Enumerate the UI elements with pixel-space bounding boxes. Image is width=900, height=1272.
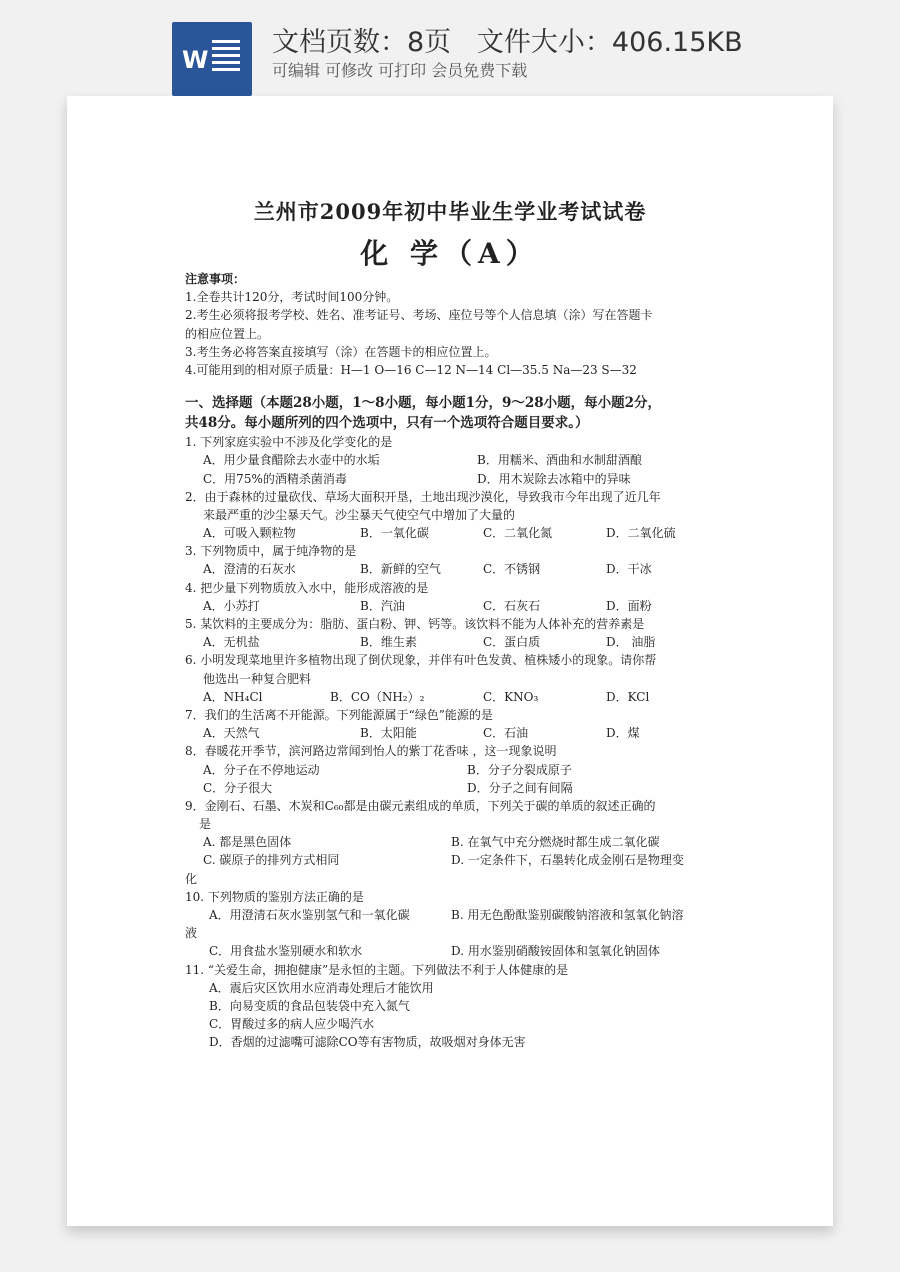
option-d: D．分子之间有间隔 — [467, 780, 573, 795]
option-d: D．二氧化硫 — [606, 526, 676, 541]
question-stem: 10. 下列物质的鉴别方法正确的是 — [185, 889, 364, 904]
option-b: B．向易变质的食品包装袋中充入氮气 — [209, 998, 410, 1013]
option-d: D．面粉 — [606, 598, 652, 613]
notice-item: 1.全卷共计120分，考试时间100分钟。 — [185, 290, 399, 305]
question-stem-cont: 是 — [199, 817, 212, 832]
option-b: B．太阳能 — [360, 726, 417, 741]
option-row — [185, 688, 725, 706]
option-d: D．KCl — [606, 689, 650, 704]
exam-title: 兰州市2009年初中毕业生学业考试试卷 — [253, 199, 647, 224]
option-a: A．NH₄Cl — [203, 689, 263, 704]
option-b: B. 在氧气中充分燃烧时都生成二氧化碳 — [451, 835, 660, 850]
option-c: C. 碳原子的排列方式相同 — [203, 853, 340, 868]
option-row — [185, 451, 725, 469]
option-a: A．用少量食醋除去水壶中的水垢 — [203, 453, 380, 468]
option-c: C．用75%的酒精杀菌消毒 — [203, 471, 347, 486]
option-b: B．CO（NH₂）₂ — [330, 689, 425, 704]
question-stem: 6. 小明发现菜地里许多植物出现了倒伏现象，并伴有叶色发黄、植株矮小的现象。请你帮 — [185, 653, 657, 668]
question-stem: 9．金刚石、石墨、木炭和C₆₀都是由碳元素组成的单质，下列关于碳的单质的叙述正确的 — [185, 798, 656, 813]
option-d: D．干冰 — [606, 562, 652, 577]
option-d: D． 油脂 — [606, 635, 656, 650]
option-b: B．新鲜的空气 — [360, 562, 441, 577]
option-c: C．蛋白质 — [483, 635, 541, 650]
option-b: B．用糯米、酒曲和水制甜酒酿 — [477, 453, 642, 468]
notice-heading: 注意事项： — [185, 272, 246, 286]
option-d: D. 用水鉴别硝酸铵固体和氢氧化钠固体 — [451, 944, 660, 959]
option-row — [185, 761, 725, 779]
section-heading: 共48分。每小题所列的四个选项中，只有一个选项符合题目要求。） — [185, 415, 589, 432]
option-a: A. 都是黑色固体 — [203, 835, 292, 850]
question-stem-cont: 他选出一种复合肥料 — [203, 671, 312, 686]
exam-content — [185, 270, 725, 1052]
option-c: C．分子很大 — [203, 780, 273, 795]
question-stem: 3. 下列物质中，属于纯净物的是 — [185, 544, 357, 559]
exam-subject: 化 学（A） — [360, 237, 540, 270]
question-stem: 7．我们的生活离不开能源。下列能源属于“绿色”能源的是 — [185, 707, 493, 722]
option-row — [185, 724, 725, 742]
word-document-icon: W — [172, 22, 252, 96]
notice-item: 4.可能用到的相对原子质量：H—1 O—16 C—12 N—14 Cl—35.5 Na—23 S—32 — [185, 362, 637, 377]
option-a: A．澄清的石灰水 — [203, 562, 296, 577]
notice-item: 2.考生必须将报考学校、姓名、准考证号、考场、座位号等个人信息填（涂）写在答题卡 — [185, 308, 653, 323]
option-c: C．石灰石 — [483, 598, 541, 613]
option-a: A．可吸入颗粒物 — [203, 526, 296, 541]
option-a: A．分子在不停地运动 — [203, 762, 320, 777]
option-row — [185, 560, 725, 578]
option-b: B．一氧化碳 — [360, 526, 429, 541]
option-c: C．KNO₃ — [483, 689, 539, 704]
option-c: C．石油 — [483, 726, 529, 741]
option-b: B. 用无色酚酞鉴别碳酸钠溶液和氢氧化钠溶 — [451, 908, 684, 922]
option-d: D. 一定条件下，石墨转化成金刚石是物理变 — [451, 853, 684, 868]
option-b-cont: 液 — [185, 926, 198, 941]
document-info-title: 文档页数：8页 文件大小：406.15KB — [272, 27, 743, 58]
question-stem-cont: 来最严重的沙尘暴天气。沙尘暴天气使空气中增加了大量的 — [203, 507, 516, 522]
option-d: D．用木炭除去冰箱中的异味 — [477, 471, 631, 486]
option-b: B．分子分裂成原子 — [467, 762, 572, 777]
option-a: A．小苏打 — [203, 598, 260, 613]
option-row — [185, 833, 725, 851]
question-stem: 5. 某饮料的主要成分为：脂肪、蛋白粉、钾、钙等。该饮料不能为人体补充的营养素是 — [185, 617, 645, 631]
document-info-subtitle: 可编辑 可修改 可打印 会员免费下载 — [272, 61, 528, 80]
option-b: B．维生素 — [360, 635, 417, 650]
option-c: C．胃酸过多的病人应少喝汽水 — [209, 1017, 375, 1032]
option-row — [185, 906, 725, 924]
download-header — [0, 0, 900, 96]
option-a: A．用澄清石灰水鉴别氢气和一氧化碳 — [209, 908, 410, 922]
question-stem: 2．由于森林的过量砍伐、草场大面积开垦，土地出现沙漠化，导致我市今年出现了近几年 — [185, 489, 661, 504]
option-a: A．震后灾区饮用水应消毒处理后才能饮用 — [209, 980, 434, 995]
option-d: D．香烟的过滤嘴可滤除CO等有害物质，故吸烟对身体无害 — [209, 1035, 526, 1050]
option-row — [185, 524, 725, 542]
option-c: C．用食盐水鉴别硬水和软水 — [209, 944, 363, 959]
option-c: C．不锈钢 — [483, 562, 541, 577]
option-d: D．煤 — [606, 726, 640, 741]
option-row — [185, 942, 725, 960]
option-a: A．天然气 — [203, 726, 260, 741]
question-stem: 11. “关爱生命，拥抱健康”是永恒的主题。下列做法不利于人体健康的是 — [185, 962, 569, 977]
option-row — [185, 597, 725, 615]
question-stem: 1. 下列家庭实验中不涉及化学变化的是 — [185, 435, 393, 450]
option-row — [185, 779, 725, 797]
option-c: C．二氧化氮 — [483, 526, 553, 541]
question-stem: 8．春暖花开季节，滨河路边常闻到怡人的紫丁花香味 ，这一现象说明 — [185, 744, 557, 759]
notice-item: 3.考生务必将答案直接填写（涂）在答题卡的相应位置上。 — [185, 344, 497, 359]
notice-item: 的相应位置上。 — [185, 326, 270, 341]
option-a: A．无机盐 — [203, 635, 260, 650]
question-stem: 4. 把少量下列物质放入水中，能形成溶液的是 — [185, 580, 429, 595]
section-heading: 一、选择题（本题28小题，1～8小题，每小题1分，9～28小题，每小题2分， — [185, 395, 662, 412]
option-row — [185, 851, 725, 869]
option-row — [185, 470, 725, 488]
option-row — [185, 633, 725, 651]
option-b: B．汽油 — [360, 598, 405, 613]
option-d-cont: 化 — [185, 871, 198, 886]
